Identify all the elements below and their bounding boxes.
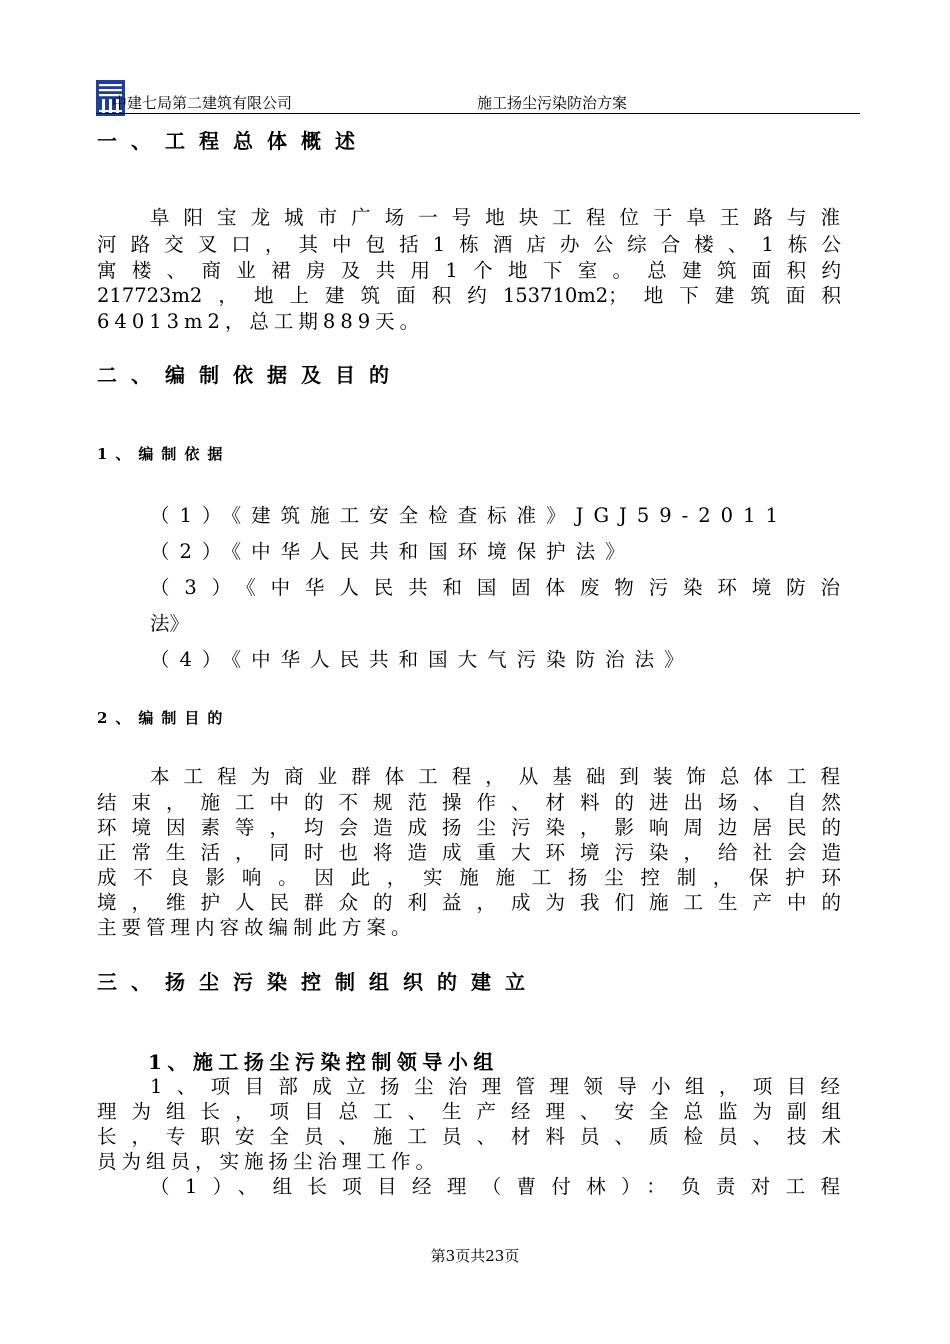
section-2-heading: 二、编制依据及目的: [97, 363, 403, 387]
purpose-paragraph-line: 境，维护人民群众的利益，成为我们施工生产中的: [97, 891, 841, 914]
subsection-leadership-heading: 1、施工扬尘污染控制领导小组: [148, 1050, 499, 1074]
section-1-heading: 一、工程总体概述: [97, 129, 369, 153]
reference-item: （4）《中华人民共和国大气污染防治法》: [150, 648, 694, 671]
header-company-name: 中建七局第二建筑有限公司: [112, 94, 293, 112]
purpose-paragraph-line: 本工程为商业群体工程，从基础到装饰总体工程: [150, 765, 840, 788]
org-paragraph-line: （1）、组长项目经理（曹付林）：负责对工程: [150, 1175, 840, 1198]
purpose-paragraph-line: 成不良影响。因此，实施施工扬尘控制，保护环: [97, 866, 841, 889]
purpose-paragraph-line: 结束，施工中的不规范操作、材料的进出场、自然: [97, 791, 841, 814]
org-paragraph-line: 长，专职安全员、施工员、材料员、质检员、技术: [97, 1125, 841, 1148]
header-document-title: 施工扬尘污染防治方案: [477, 94, 628, 112]
subsection-purpose-heading: 2、编制目的: [97, 709, 231, 727]
s1-paragraph-line: 64013m2，总工期889天。: [97, 310, 425, 333]
s1-paragraph-line: 阜阳宝龙城市广场一号地块工程位于阜王路与淮: [150, 206, 840, 229]
purpose-paragraph-line: 正常生活，同时也将造成重大环境污染，给社会造: [97, 841, 841, 864]
header-divider: [96, 113, 860, 114]
s1-paragraph-line: 寓楼、商业裙房及共用1个地下室。总建筑面积约: [97, 259, 841, 282]
section-3-heading: 三、扬尘污染控制组织的建立: [97, 970, 539, 994]
purpose-paragraph-line: 环境因素等，均会造成扬尘污染，影响周边居民的: [97, 816, 841, 839]
org-paragraph-line: 理为组长，项目总工、生产经理、安全总监为副组: [97, 1100, 841, 1123]
reference-item: （2）《中华人民共和国环境保护法》: [150, 540, 635, 563]
reference-item-continued: 法》: [150, 612, 190, 635]
subsection-basis-heading: 1、编制依据: [97, 445, 231, 463]
s1-paragraph-line: 217723m2，地上建筑面积约153710m2；地下建筑面积: [97, 284, 841, 307]
reference-item: （1）《建筑施工安全检查标准》JGJ59-2011: [150, 504, 788, 527]
page-number-footer: 第3页共23页: [430, 1247, 520, 1265]
org-paragraph-line: 员为组员，实施扬尘治理工作。: [97, 1150, 441, 1173]
reference-item: （3）《中华人民共和国固体废物污染环境防治: [150, 576, 840, 599]
s1-paragraph-line: 河路交叉口，其中包括1栋酒店办公综合楼、1栋公: [97, 233, 841, 256]
org-paragraph-line: 1、项目部成立扬尘治理管理领导小组，项目经: [150, 1075, 840, 1098]
purpose-paragraph-line: 主要管理内容故编制此方案。: [97, 916, 416, 939]
